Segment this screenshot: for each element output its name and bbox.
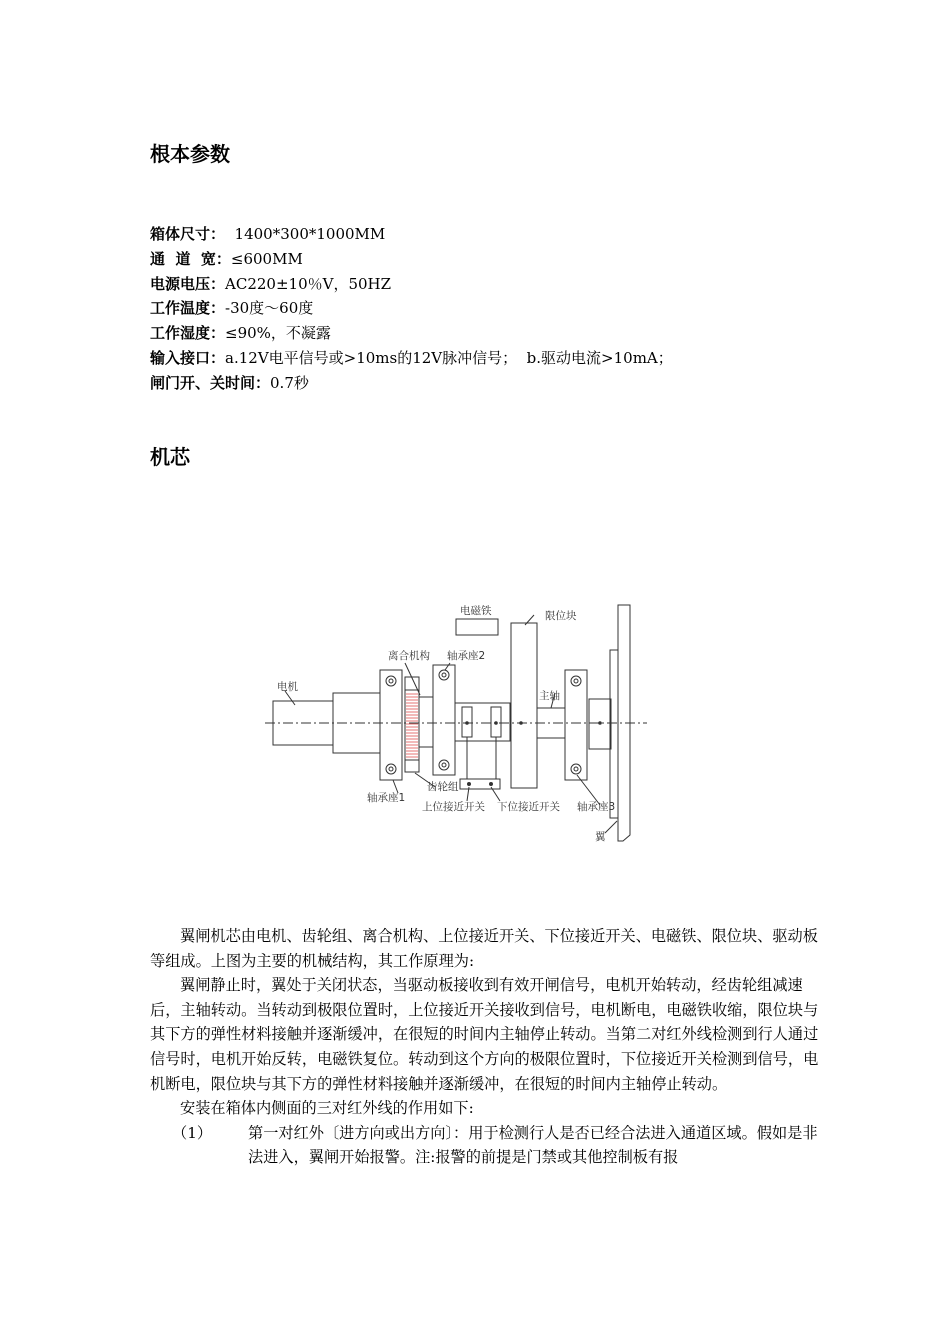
param-row (150, 222, 673, 247)
paragraph: 翼闸机芯由电机、齿轮组、离合机构、上位接近开关、下位接近开关、电磁铁、限位块、驱动板等组成。上图为主要的机械结构，其工作原理为: (150, 927, 818, 970)
list-text: 第一对红外〔进方向或出方向〕：用于检测行人是否已经合法进入通道区域。假如是非法进入，翼闸开始报警。注:报警的前提是门禁或其他控制板有报 (248, 1123, 818, 1167)
section-title-basic-params: 根本参数 (150, 142, 230, 166)
param-label: 箱体尺寸： (150, 225, 226, 243)
param-row (150, 247, 673, 272)
param-label: 工作湿度： (150, 324, 226, 343)
param-value: ≤600MM (230, 249, 303, 268)
param-label: 闸门开、关时间： (150, 373, 271, 392)
param-value: -30度～60度 (225, 299, 314, 318)
param-label: 电源电压： (150, 274, 226, 293)
bolt-icon (386, 764, 396, 774)
limit-block (511, 623, 537, 788)
label-electromagnet: 电磁铁 (460, 605, 492, 617)
label-bearing-seat-3: 轴承座3 (577, 801, 616, 813)
label-bearing-seat-1: 轴承座1 (367, 792, 406, 804)
bolt-icon (389, 679, 393, 683)
label-bearing-seat-2: 轴承座2 (447, 650, 486, 662)
bearing-seat-2 (433, 665, 455, 775)
label-wing: 翼 (595, 831, 606, 843)
param-value: 1400*300*1000MM (225, 225, 386, 243)
param-value: 0.7秒 (270, 373, 309, 392)
bolt-icon (442, 673, 446, 677)
label-limit-block: 限位块 (545, 610, 577, 622)
bolt-icon (571, 676, 581, 686)
label-main-shaft: 主轴 (539, 690, 560, 702)
list-number: （1） (172, 1123, 213, 1142)
label-motor: 电机 (277, 681, 298, 693)
param-row (150, 296, 673, 321)
gear (405, 677, 419, 772)
bolt-icon (439, 760, 449, 770)
bolt-icon (574, 679, 578, 683)
label-upper-switch: 上位接近开关 (422, 801, 485, 813)
clutch-mechanism (419, 697, 433, 747)
electromagnet (456, 619, 498, 635)
param-row (150, 321, 673, 346)
label-clutch: 离合机构 (388, 650, 430, 662)
list-item (150, 1121, 820, 1170)
param-label: 输入接口： (150, 348, 226, 367)
body-text (150, 924, 820, 1170)
param-row (150, 272, 673, 297)
paragraph: 安装在箱体内侧面的三对红外线的作用如下: (180, 1099, 474, 1118)
bolt-icon (574, 767, 578, 771)
bolt-icon (389, 767, 393, 771)
bolt-icon (386, 676, 396, 686)
section-title-mechanism: 机芯 (150, 445, 190, 469)
param-value: a.12V电平信号或>10ms的12V脉冲信号； b.驱动电流>10mA； (225, 348, 673, 367)
bolt-icon (571, 764, 581, 774)
shaft-segment (455, 703, 510, 741)
paragraph: 翼闸静止时，翼处于关闭状态，当驱动板接收到有效开闸信号，电机开始转动，经齿轮组减速后，主轴转动。当转动到极限位置时，上位接近开关接收到信号，电机断电，电磁铁收缩，限位块与其下方的弹性材料接触并逐渐缓冲，在很短的时间内主轴停止转动。当第二对红外线检测到行人通过信号时，电机开始反转，电磁铁复位。转动到这个方向的极限位置时，下位接近开关检测到信号，电机断电，限位块与其下方的弹性材料接触并逐渐缓冲，在很短的时间内主轴停止转动。 (150, 976, 819, 1093)
label-gear-group: 齿轮组 (427, 781, 459, 793)
param-value: ≤90%，不凝露 (225, 324, 331, 343)
params-list (150, 222, 673, 396)
param-row (150, 346, 673, 371)
param-row (150, 371, 673, 396)
bolt-icon (442, 763, 446, 767)
bolt-icon (439, 670, 449, 680)
proximity-switch-plate (460, 779, 500, 789)
mechanism-diagram (255, 595, 655, 850)
param-label: 工作温度： (150, 299, 226, 318)
gear-teeth (406, 694, 418, 757)
param-value: AC220±10％V，50HZ (225, 274, 392, 293)
param-label: 通 道 宽： (150, 249, 231, 268)
label-lower-switch: 下位接近开关 (497, 801, 560, 813)
